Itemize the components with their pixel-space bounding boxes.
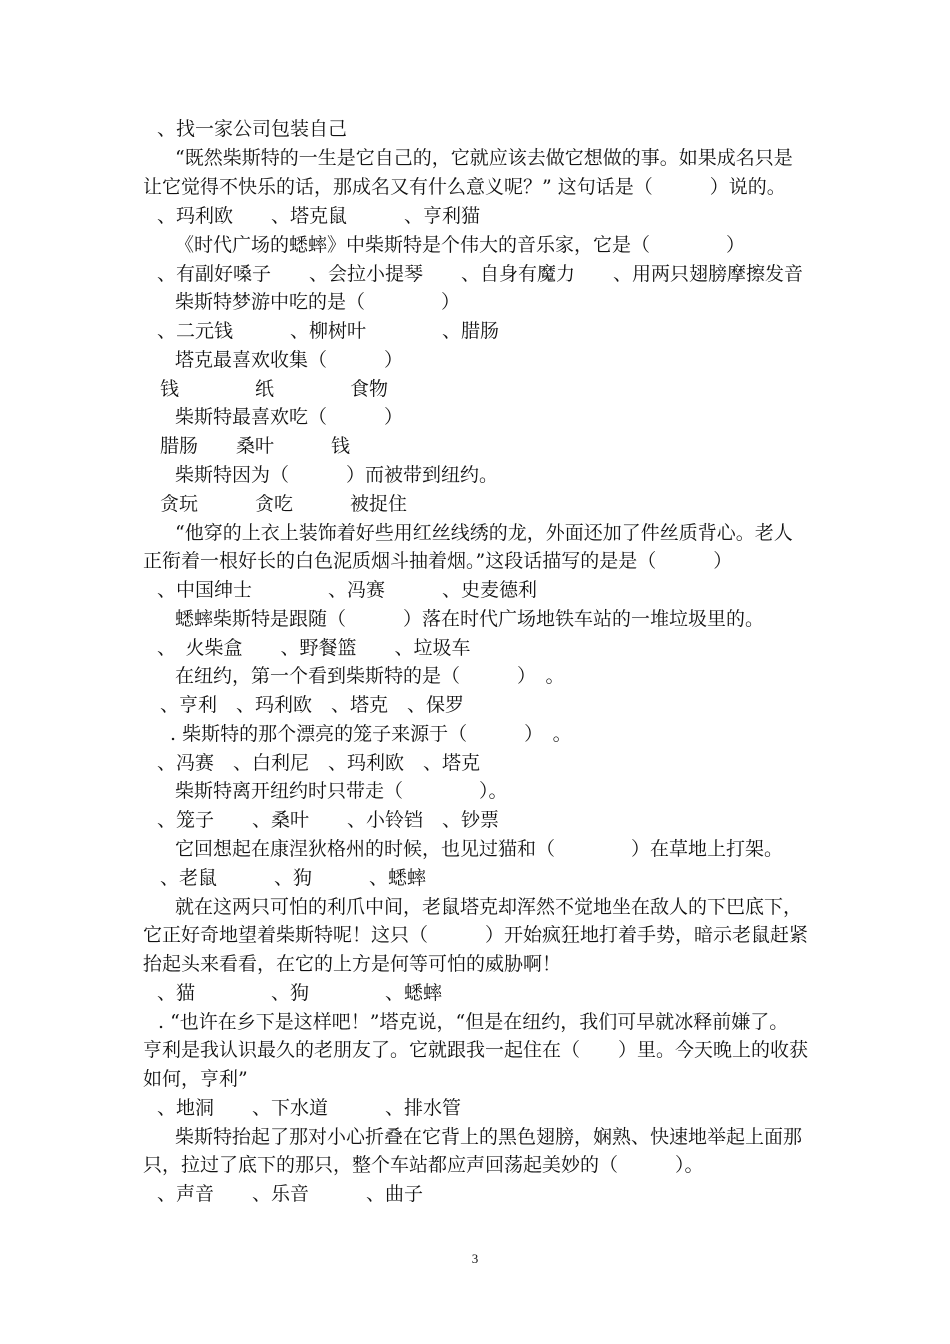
text-line: 、亨利 、玛利欧 、塔克 、保罗	[160, 694, 465, 716]
text-line: 、猫 、狗 、蟋蟀	[157, 982, 443, 1004]
text-line: 正衔着一根好长的白色泥质烟斗抽着烟。”这段话描写的是是（ ）	[143, 550, 733, 572]
text-line: . “也许在乡下是这样吧！”塔克说，“但是在纽约，我们可早就冰释前嫌了。	[158, 1011, 789, 1033]
text-line: 腊肠 桑叶 钱	[160, 435, 351, 457]
text-line: 柴斯特最喜欢吃（ ）	[175, 406, 404, 428]
page-number: 3	[471, 1251, 479, 1266]
text-line: 、地洞 、下水道 、排水管	[157, 1097, 462, 1119]
text-line: 钱 纸 食物	[160, 378, 389, 400]
text-line: 贪玩 贪吃 被捉住	[160, 493, 408, 515]
text-line: 亨利是我认识最久的老朋友了。它就跟我一起住在（ ）里。今天晚上的收获	[143, 1039, 809, 1061]
text-line: 蟋蟀柴斯特是跟随（ ）落在时代广场地铁车站的一堆垃圾里的。	[175, 608, 765, 630]
text-line: 、冯赛 、白利尼 、玛利欧 、塔克	[157, 752, 481, 774]
text-line: 柴斯特梦游中吃的是（ ）	[175, 291, 461, 313]
text-line: 、二元钱 、柳树叶 、腊肠	[157, 320, 500, 342]
text-line: 柴斯特离开纽约时只带走（ ）。	[175, 780, 508, 802]
text-line: 、老鼠 、狗 、蟋蟀	[160, 867, 427, 889]
text-line: “他穿的上衣上装饰着好些用红丝线绣的龙，外面还加了件丝质背心。老人	[175, 522, 793, 544]
text-line: 就在这两只可怕的利爪中间，老鼠塔克却浑然不觉地坐在敌人的下巴底下，	[175, 896, 803, 918]
text-line: 《时代广场的蟋蟀》中柴斯特是个伟大的音乐家，它是（ ）	[175, 234, 746, 256]
text-line: 它回想起在康涅狄格州的时候，也见过猫和（ ）在草地上打架。	[175, 838, 784, 860]
text-line: 抬起头来看看，在它的上方是何等可怕的威胁啊！	[143, 953, 562, 975]
text-line: 柴斯特抬起了那对小心折叠在它背上的黑色翅膀，娴熟、快速地举起上面那	[175, 1126, 803, 1148]
text-line: 让它觉得不快乐的话，那成名又有什么意义呢？” 这句话是（ ）说的。	[143, 176, 786, 198]
text-line: “既然柴斯特的一生是它自己的，它就应该去做它想做的事。如果成名只是	[175, 147, 793, 169]
text-line: 塔克最喜欢收集（ ）	[175, 349, 404, 371]
text-line: 、有副好嗓子 、会拉小提琴 、自身有魔力 、用两只翅膀摩擦发音	[157, 263, 804, 285]
text-line: 、中国绅士 、冯赛 、史麦德利	[157, 579, 538, 601]
text-line: 如何，亨利”	[143, 1068, 248, 1090]
text-line: . 柴斯特的那个漂亮的笼子来源于（ ） 。	[170, 723, 572, 745]
text-line: 、声音 、乐音 、曲子	[157, 1183, 424, 1205]
text-line: 、 火柴盒 、野餐篮 、垃圾车	[157, 637, 471, 659]
text-line: 它正好奇地望着柴斯特呢！这只（ ）开始疯狂地打着手势，暗示老鼠赶紧	[143, 924, 809, 946]
text-line: 柴斯特因为（ ）而被带到纽约。	[175, 464, 499, 486]
text-line: 、玛利欧 、塔克鼠 、亨利猫	[157, 205, 481, 227]
text-line: 只，拉过了底下的那只，整个车站都应声回荡起美妙的（ ）。	[143, 1154, 704, 1176]
text-line: 在纽约，第一个看到柴斯特的是（ ） 。	[175, 665, 565, 687]
text-line: 、找一家公司包装自己	[157, 118, 348, 140]
text-line: 、笼子 、桑叶 、小铃铛 、钞票	[157, 809, 500, 831]
